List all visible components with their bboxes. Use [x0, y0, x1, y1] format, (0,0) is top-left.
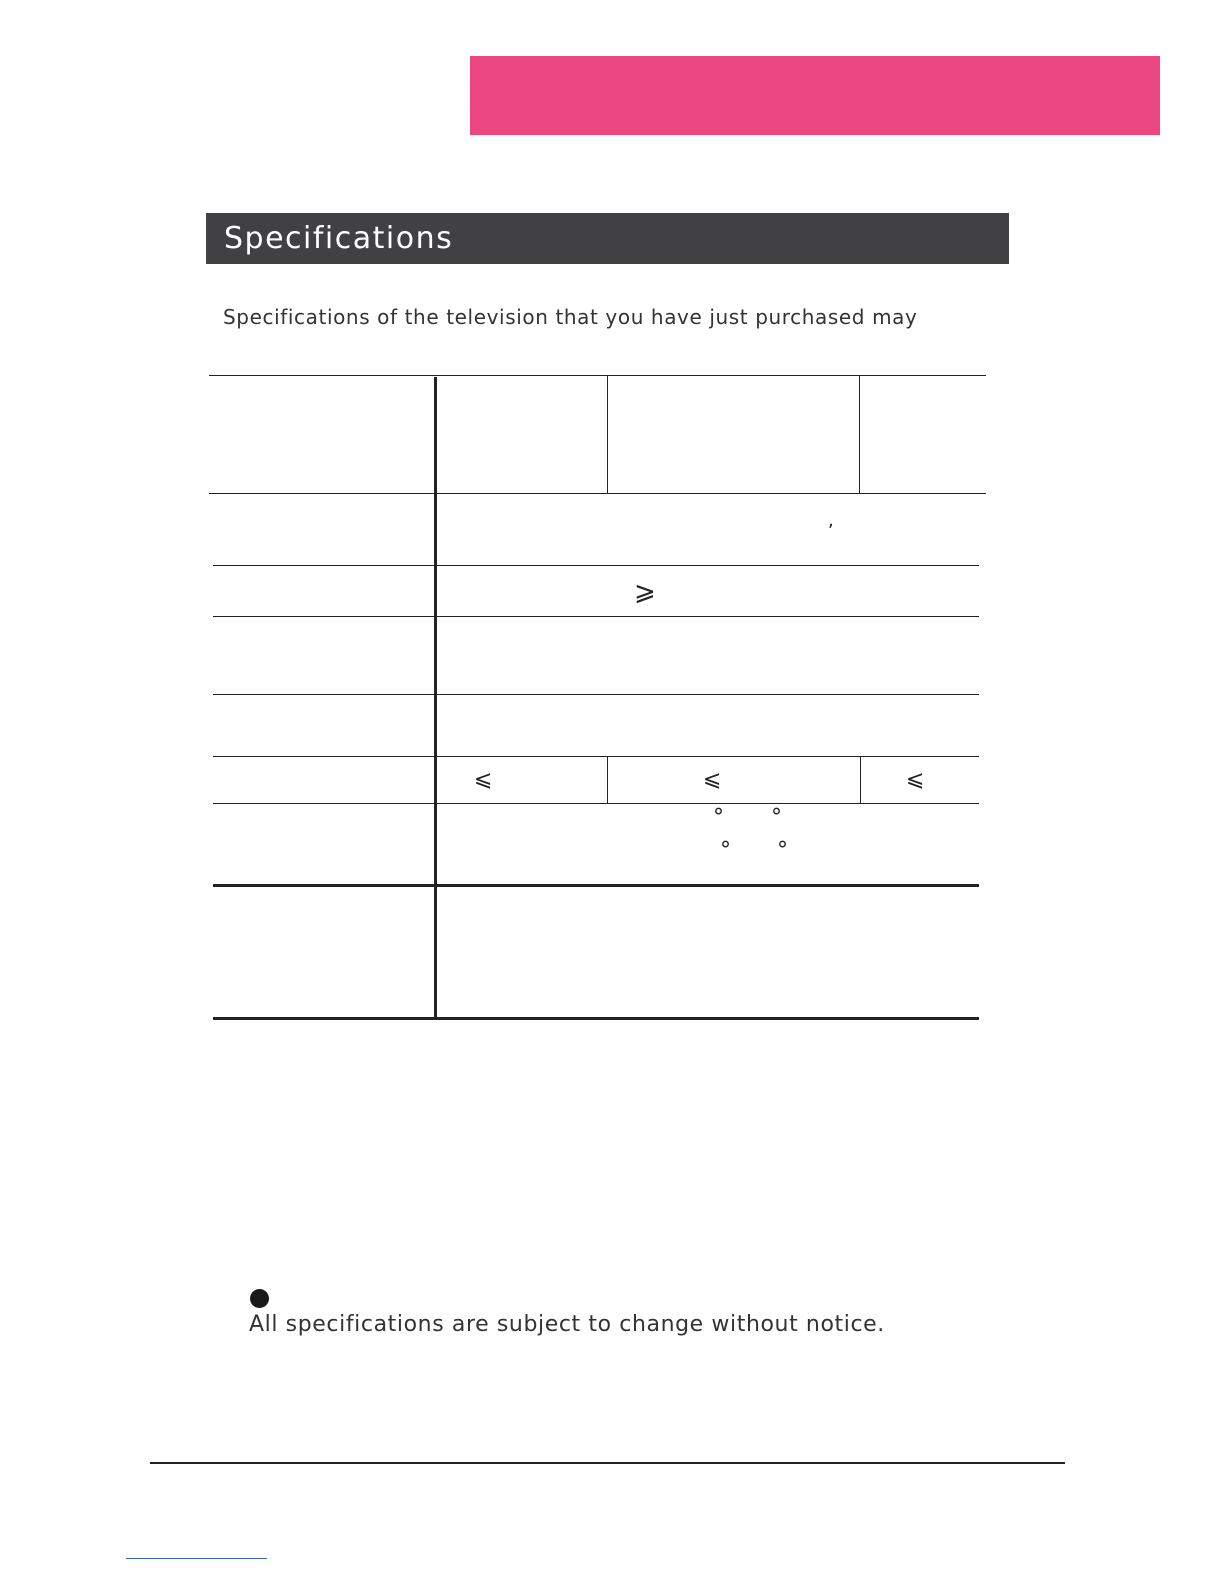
table-bottom-rule [213, 1017, 979, 1020]
top-color-banner [470, 56, 1160, 135]
table-row-divider [213, 616, 979, 617]
table-row-divider [213, 756, 979, 757]
table-column-divider [860, 757, 861, 804]
section-header-bar [206, 213, 1009, 264]
degree-icon: ° [713, 805, 724, 830]
comma-glyph: , [828, 510, 834, 531]
greater-equal-icon: ⩾ [634, 577, 656, 607]
footer-rule [150, 1462, 1065, 1464]
less-equal-icon: ⩽ [906, 767, 925, 792]
section-title: Specifications [224, 221, 454, 256]
table-row-divider [213, 803, 979, 804]
note-text: All specifications are subject to change without notice. [249, 1312, 885, 1337]
table-column-divider [607, 757, 608, 804]
filled-circle-bullet-icon [250, 1289, 269, 1308]
table-row-divider [209, 493, 986, 494]
table-column-divider [607, 376, 608, 494]
degree-icon: ° [771, 805, 782, 830]
less-equal-icon: ⩽ [703, 767, 722, 792]
table-row-divider-thick [213, 884, 979, 887]
degree-icon: ° [720, 838, 731, 863]
less-equal-icon: ⩽ [474, 767, 493, 792]
table-top-rule [209, 375, 986, 376]
table-row-divider [213, 565, 979, 566]
table-column-divider [859, 376, 860, 494]
degree-icon: ° [777, 838, 788, 863]
table-label-column-divider [434, 377, 437, 1020]
intro-text: Specifications of the television that you have just purchased may [223, 305, 918, 329]
link-underline[interactable] [126, 1558, 267, 1559]
table-row-divider [213, 694, 979, 695]
